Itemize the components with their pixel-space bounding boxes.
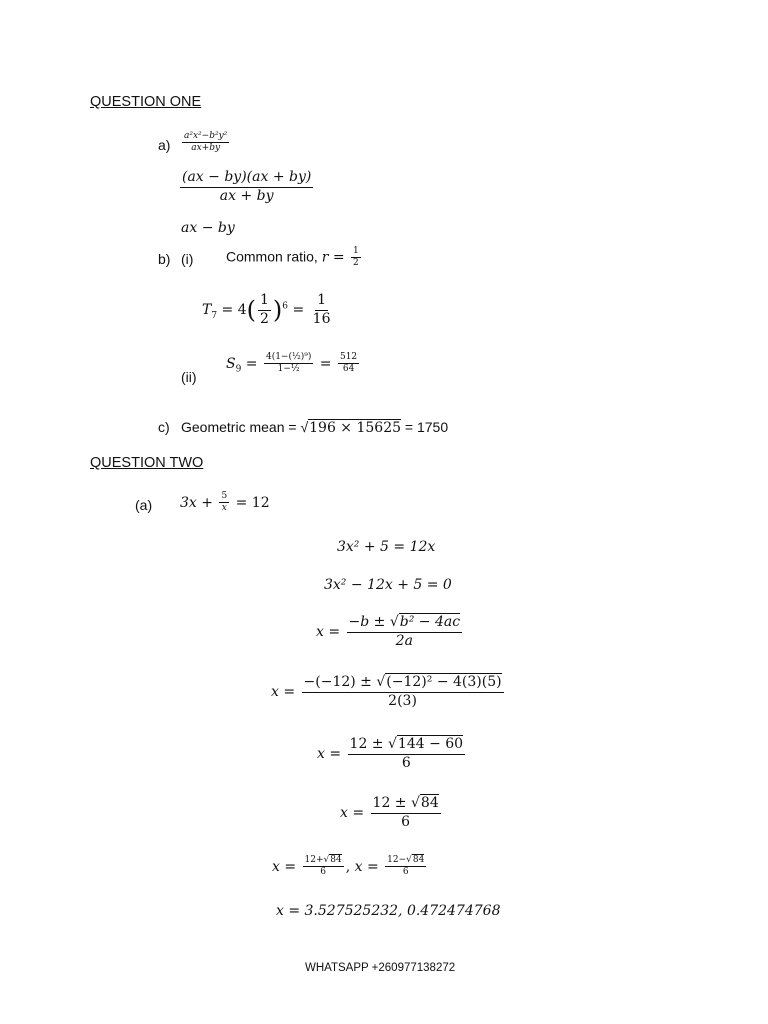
part-c-label: c) [158, 419, 170, 435]
part-a-label: a) [158, 137, 171, 153]
part-b-label: b) [158, 251, 171, 267]
ratio-r: r = [321, 249, 350, 266]
factored-denominator: ax + by [219, 187, 274, 204]
split-2-denominator: 6 [402, 867, 409, 878]
t7-half-numerator: 1 [258, 292, 271, 311]
split-2-radicand: 84 [412, 855, 425, 865]
question-one-heading: QUESTION ONE [90, 94, 202, 110]
substituted-x-equals: x = [271, 684, 300, 700]
simplified-2-denominator: 6 [401, 813, 411, 830]
expr-denominator: ax+by [191, 143, 221, 154]
part-a-expression [180, 131, 231, 155]
t7-half-denominator: 2 [260, 310, 269, 327]
common-ratio-text: Common ratio, [226, 248, 322, 265]
formula-radicand: b² − 4ac [399, 614, 461, 630]
split-1-x-equals: x = [272, 858, 301, 875]
simplified-1-pre: 12 ± [349, 736, 388, 752]
ratio-denominator: 2 [353, 258, 359, 269]
t7-result-numerator: 1 [315, 292, 328, 311]
ratio-numerator: 1 [351, 246, 361, 258]
s9-result-numerator: 512 [338, 352, 359, 364]
s9-denominator: 1−½ [277, 364, 300, 375]
q2-part-a-label: (a) [135, 497, 153, 513]
q2-eq-denominator: x [221, 503, 227, 514]
simplified-2: x = $\frac{12 \pm √84}{6}$ [340, 795, 439, 830]
t7-exponent: 6 [282, 301, 289, 312]
s9-result-denominator: 64 [342, 364, 355, 375]
substituted-denominator: 2(3) [388, 692, 417, 709]
s9-equation: $S_9$ = $\frac{\text{4(1−(½)⁹)}}{\text{1−½}}$ = $\frac{512}{64}$ [226, 352, 358, 375]
factored-numerator: (ax − by)(ax + by) [180, 169, 313, 188]
part-a-factored [178, 169, 315, 205]
step-2: 3x² − 12x + 5 = 0 [324, 577, 452, 593]
s9-subscript: 9 [235, 364, 242, 375]
split-1-radicand: 84 [330, 855, 342, 865]
t7-equation: $T_7 = 4$( $\frac{1}{2}$ )$^6$ = $\frac{1}{16}$ [202, 292, 331, 327]
s9-symbol: S [226, 355, 236, 372]
simplified-1-radicand: 144 − 60 [397, 736, 464, 752]
substituted-num-pre: −(−12) ± [303, 674, 377, 690]
formula-num-pre: −b ± [348, 614, 390, 630]
substituted-formula: x = $\frac{\text{−(−12) ± √(−12)² − 4(3)(5)}}{2(3)}$ [271, 674, 502, 709]
common-ratio [226, 246, 363, 270]
geometric-mean-text: Geometric mean = [181, 419, 301, 435]
part-b-ii-label: (ii) [181, 369, 197, 385]
simplified-1-denominator: 6 [401, 754, 411, 771]
part-a-result: ax − by [181, 220, 235, 236]
quadratic-formula: x = $\frac{\text{−b ± √b² − 4ac}}{2a}$ [316, 614, 461, 649]
formula-x-equals: x = [316, 624, 345, 640]
question-two-heading: QUESTION TWO [90, 455, 204, 471]
q2-eq-right: = 12 [231, 494, 270, 511]
q2-eq-numerator: 5 [219, 491, 229, 503]
simplified-2-pre: 12 ± [372, 795, 411, 811]
q2-eq-left: 3x + [180, 494, 218, 511]
split-1-pre: 12+ [304, 855, 324, 865]
geometric-mean-radicand: 196 × 15625 [309, 420, 402, 436]
step-1: 3x² + 5 = 12x [337, 539, 436, 555]
simplified-1: x = $\frac{12 \pm √144 - 60}{6}$ [317, 736, 464, 771]
t7-result-denominator: 16 [312, 310, 331, 327]
formula-denominator: 2a [395, 632, 413, 649]
simplified-2-radicand: 84 [420, 795, 439, 811]
t7-symbol: T [202, 302, 212, 318]
split-2-x-equals: x = [354, 858, 384, 875]
footer-contact: WHATSAPP +260977138272 [305, 962, 456, 974]
split-roots: x = $\frac{12+√84}{6}$ , x = $\frac{12-√84}{6}$ [272, 855, 425, 878]
geometric-mean-result: = 1750 [401, 419, 449, 435]
expr-numerator: a²x²−b²y² [182, 131, 229, 143]
final-answer: x = 3.527525232, 0.472474768 [276, 903, 501, 919]
q2-equation [180, 491, 270, 515]
geometric-mean: Geometric mean = √196 × 15625 = 1750 [181, 419, 449, 436]
split-2-pre: 12− [387, 855, 407, 865]
split-1-denominator: 6 [320, 867, 326, 878]
t7-equals: = 4 [217, 302, 247, 318]
t7-subscript: 7 [211, 310, 218, 321]
part-b-i-label: (i) [181, 251, 194, 267]
substituted-radicand: (−12)² − 4(3)(5) [386, 674, 502, 690]
simplified-1-x-equals: x = [317, 746, 346, 762]
s9-numerator: 4(1−(½)⁹) [264, 352, 313, 364]
simplified-2-x-equals: x = [340, 805, 369, 821]
